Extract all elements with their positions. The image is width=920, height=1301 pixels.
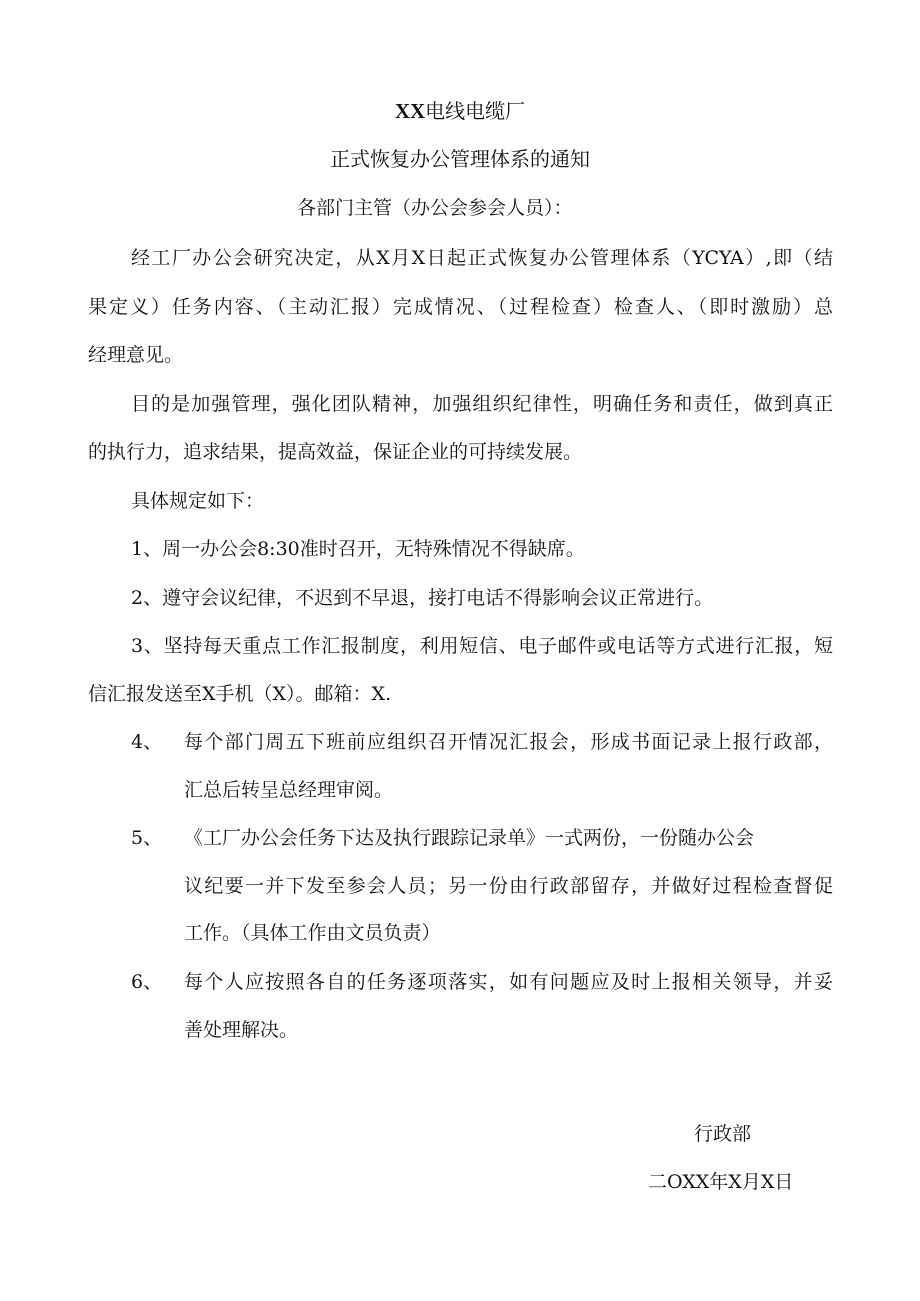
para1-line3: 经理意见。: [88, 344, 184, 366]
para1-line1: 经工厂办公会研究决定，从X月X日起正式恢复办公管理体系（YCYA）,即（结: [131, 247, 833, 269]
rule-5-line1: 《工厂办公会任务下达及执行跟踪记录单》一式两份，一份随办公会: [184, 827, 755, 849]
rule-4-line1: 每个部门周五下班前应组织召开情况汇报会，形成书面记录上报行政部，: [184, 731, 833, 753]
signature-department: 行政部: [694, 1123, 752, 1145]
salutation: 各部门主管（办公会参会人员）：: [297, 197, 573, 219]
rule-6-line1: 每个人应按照各自的任务逐项落实，如有问题应及时上报相关领导，并妥: [184, 971, 833, 993]
rule-5-number: 5、: [131, 827, 163, 849]
rule-5-line3: 工作。（具体工作由文员负责）: [184, 922, 441, 944]
para2-line2: 的执行力，追求结果，提高效益，保证企业的可持续发展。: [88, 441, 583, 463]
para1-line2: 果定义）任务内容、（主动汇报）完成情况、（过程检查）检查人、（即时激励）总: [88, 296, 833, 318]
para2-line1: 目的是加强管理，强化团队精神，加强组织纪律性，明确任务和责任，做到真正: [131, 393, 833, 415]
rule-4-line2: 汇总后转呈总经理审阅。: [184, 779, 394, 801]
rule-3-line1: 3、坚持每天重点工作汇报制度，利用短信、电子邮件或电话等方式进行汇报，短: [131, 635, 833, 657]
rule-2: 2、遵守会议纪律，不迟到不早退，接打电话不得影响会议正常进行。: [131, 587, 714, 609]
company-name-text: 电线电缆厂: [425, 99, 526, 123]
rule-5-line2: 议纪要一并下发至参会人员；另一份由行政部留存，并做好过程检查督促: [184, 875, 833, 897]
rule-4-number: 4、: [131, 731, 163, 753]
rules-intro: 具体规定如下：: [131, 490, 265, 512]
notice-title: 正式恢复办公管理体系的通知: [330, 147, 590, 171]
company-name: [0, 98, 920, 124]
rule-6-line2: 善处理解决。: [184, 1019, 299, 1041]
company-prefix: XX: [394, 99, 426, 123]
signature-date: 二OXX年X月X日: [648, 1171, 794, 1193]
rule-1: 1、周一办公会8:30准时召开，无特殊情况不得缺席。: [131, 538, 585, 560]
rule-3-line2: 信汇报发送至X手机（X）。邮箱：X.: [88, 683, 392, 705]
rule-6-number: 6、: [131, 971, 163, 993]
